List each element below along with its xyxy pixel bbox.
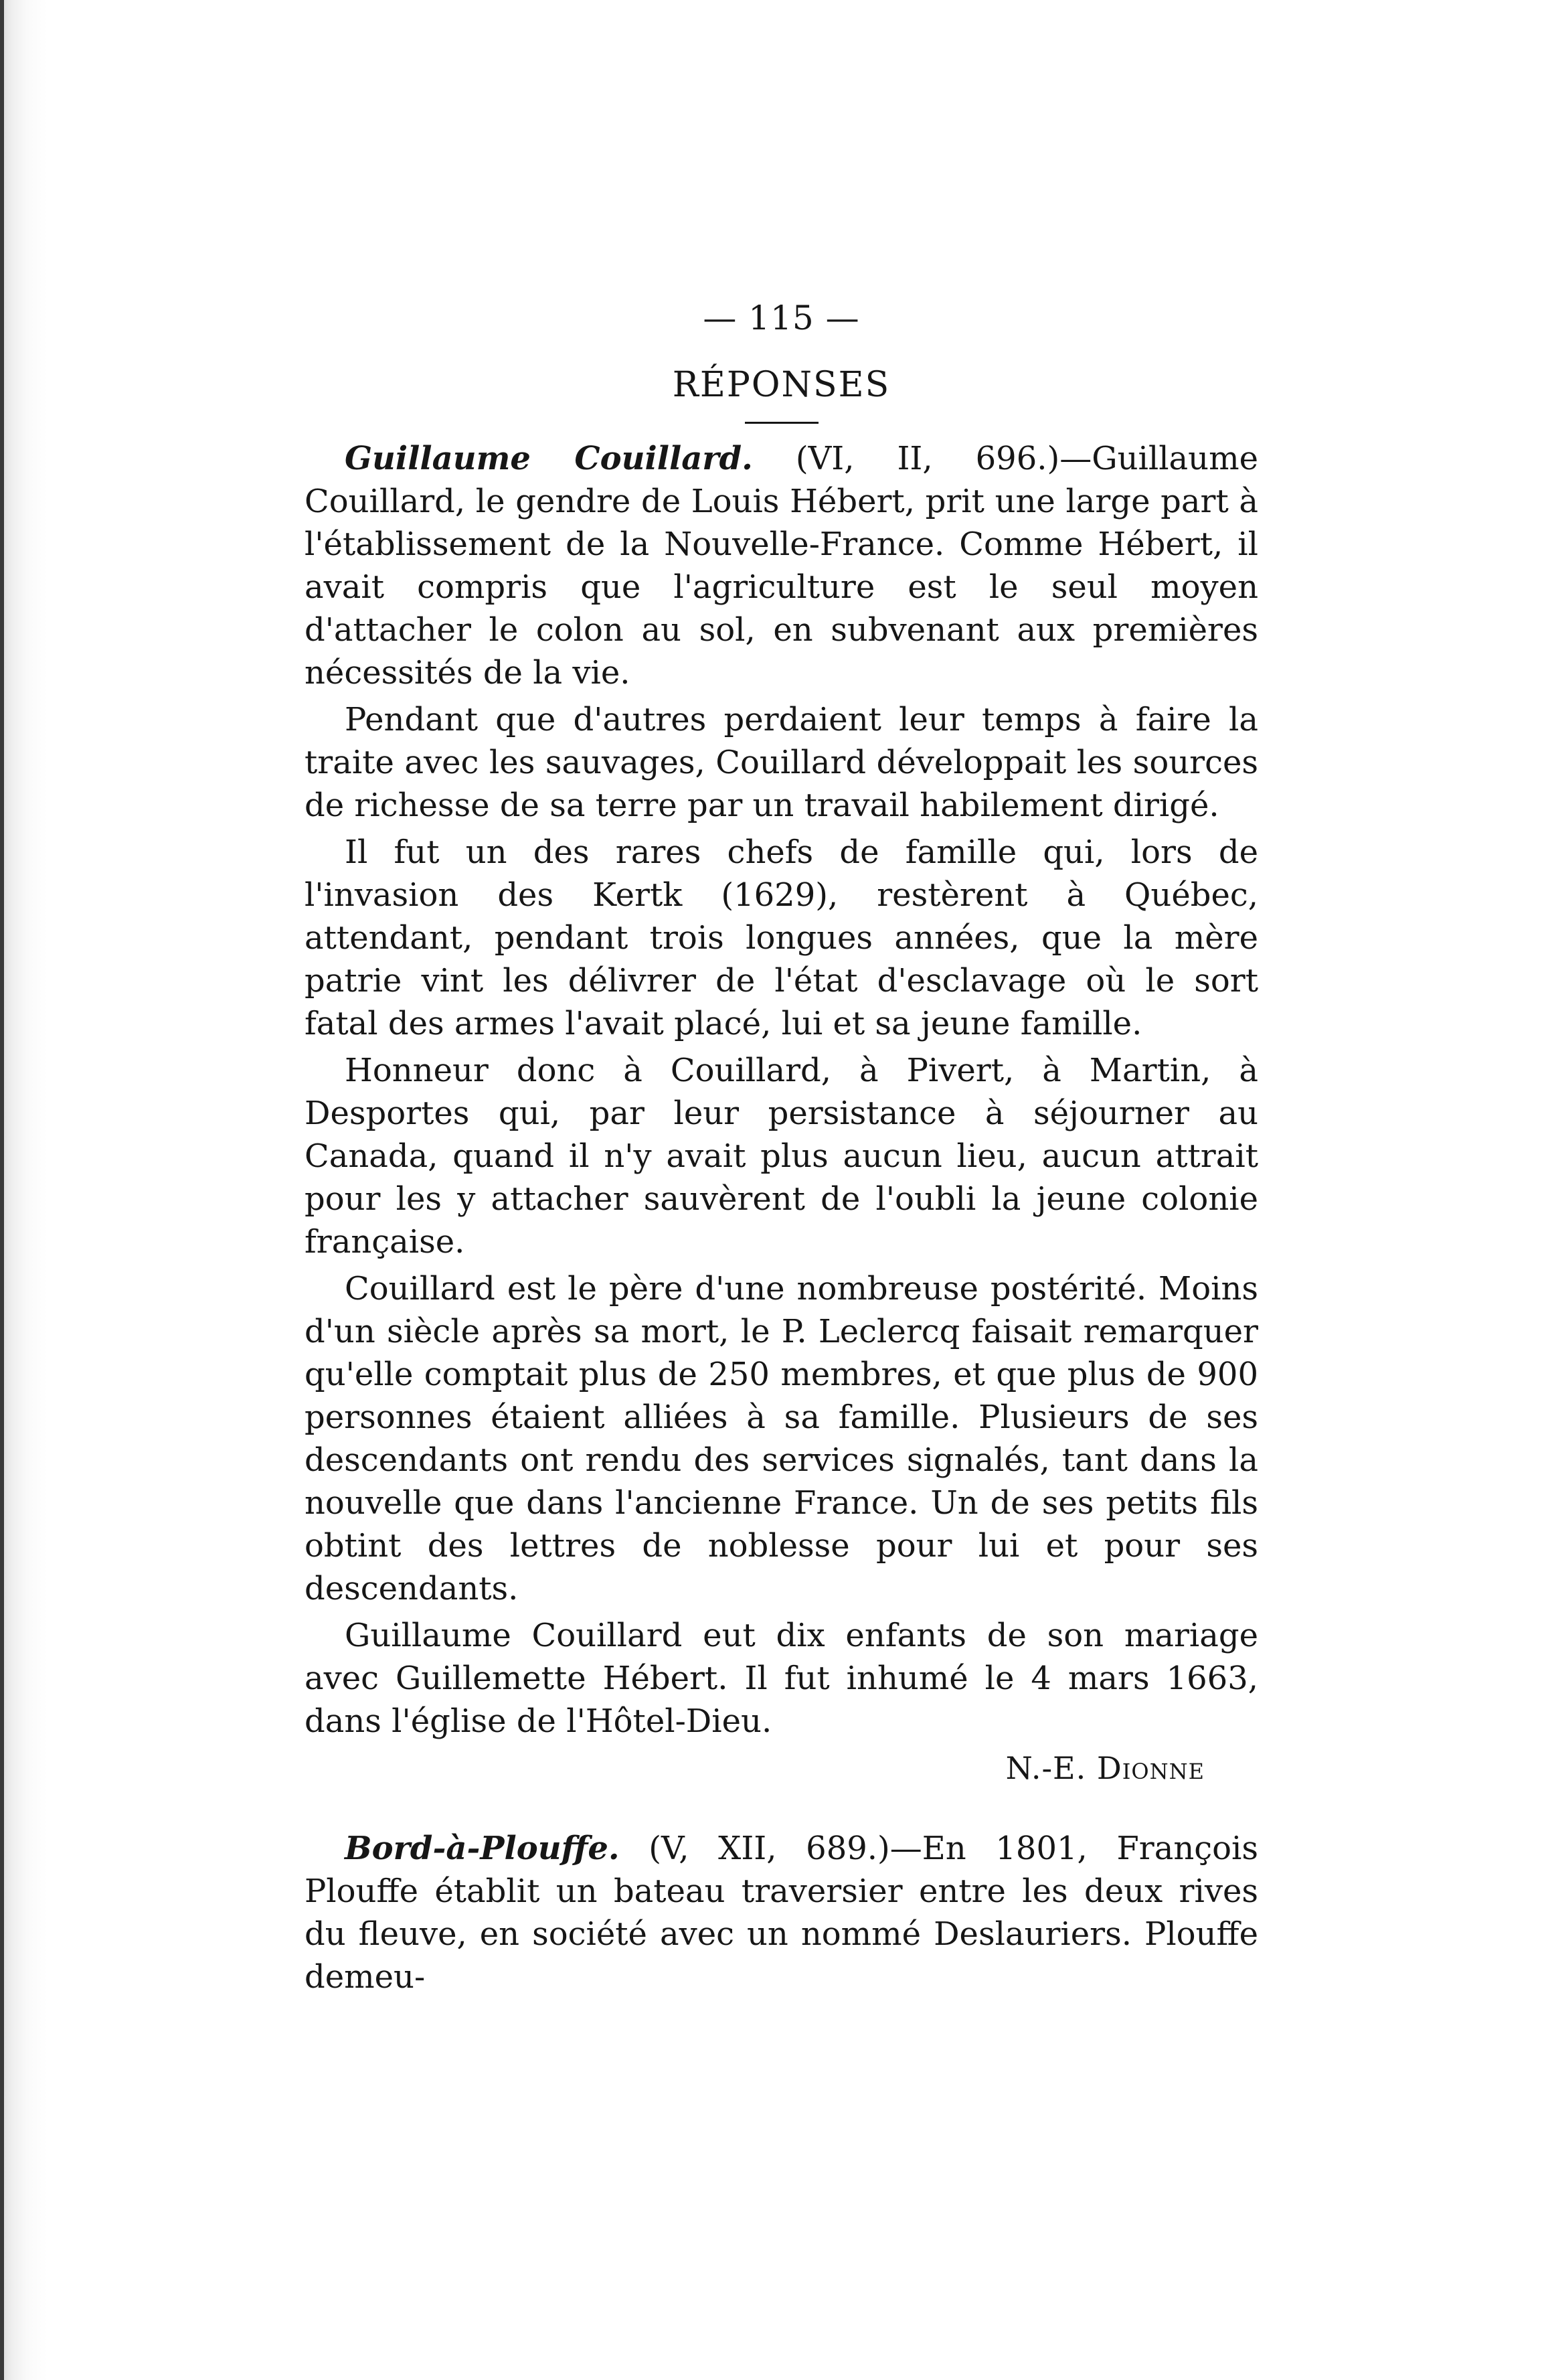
page-number: — 115 —: [703, 299, 860, 337]
scan-edge-border: [0, 0, 4, 2380]
paragraph-text: (V, XII, 689.)—En 1801, François Plouffe établit un bateau traversier entre les deux rives du fleuve, en société avec un nommé Deslauriers. Plouffe demeu-: [305, 1830, 1258, 1996]
article-guillaume-couillard: [305, 437, 1258, 1790]
document-page: [305, 295, 1258, 2002]
title-rule: [745, 422, 819, 424]
paragraph: Couillard est le père d'une nombreuse postérité. Moins d'un siècle après sa mort, le P. Leclercq faisait remarquer qu'elle comptait plus de 250 membres, et que plus de 900 personnes étaient alliées à sa famille. Plusieurs de ses descendants ont rendu des services signalés, tant dans la nouvelle que dans l'ancienne France. Un de ses petits fils obtint des lettres de noblesse pour lui et pour ses descendants.: [305, 1270, 1258, 1607]
paragraph: Pendant que d'autres perdaient leur temps à faire la traite avec les sauvages, Couillard développait les sources de richesse de sa terre par un travail habilement dirigé.: [305, 701, 1258, 824]
entry-title: Guillaume Couillard.: [345, 440, 753, 477]
paragraph-text: (VI, II, 696.)—Guillaume Couillard, le gendre de Louis Hébert, prit une large part à l'établissement de la Nouvelle-France. Comme Hébert, il avait compris que l'agriculture est le seul moyen d'attacher le colon au sol, en subvenant aux premières nécessités de la vie.: [305, 440, 1258, 692]
signature-initials: N.-E.: [1005, 1750, 1097, 1786]
signature-name: Dionne: [1096, 1750, 1205, 1786]
paragraph: [305, 1827, 1258, 1998]
paragraph: Guillaume Couillard eut dix enfants de son mariage avec Guillemette Hébert. Il fut inhumé le 4 mars 1663, dans l'église de l'Hôtel-Dieu.: [305, 1617, 1258, 1740]
article-bord-a-plouffe: [305, 1827, 1258, 1998]
scan-edge-shadow: [0, 0, 47, 2380]
entry-title: Bord-à-Plouffe.: [345, 1830, 620, 1867]
section-title: RÉPONSES: [672, 365, 891, 405]
paragraph: Il fut un des rares chefs de famille qui, lors de l'invasion des Kertk (1629), restèrent à Québec, attendant, pendant trois longues années, que la mère patrie vint les délivrer de l'état d'esclavage où le sort fatal des armes l'avait placé, lui et sa jeune famille.: [305, 834, 1258, 1042]
paragraph: Honneur donc à Couillard, à Pivert, à Martin, à Desportes qui, par leur persistance à séjourner au Canada, quand il n'y avait plus aucun lieu, aucun attrait pour les y attacher sauvèrent de l'oubli la jeune colonie française.: [305, 1052, 1258, 1261]
author-signature: [305, 1747, 1205, 1790]
paragraph: [305, 437, 1258, 694]
